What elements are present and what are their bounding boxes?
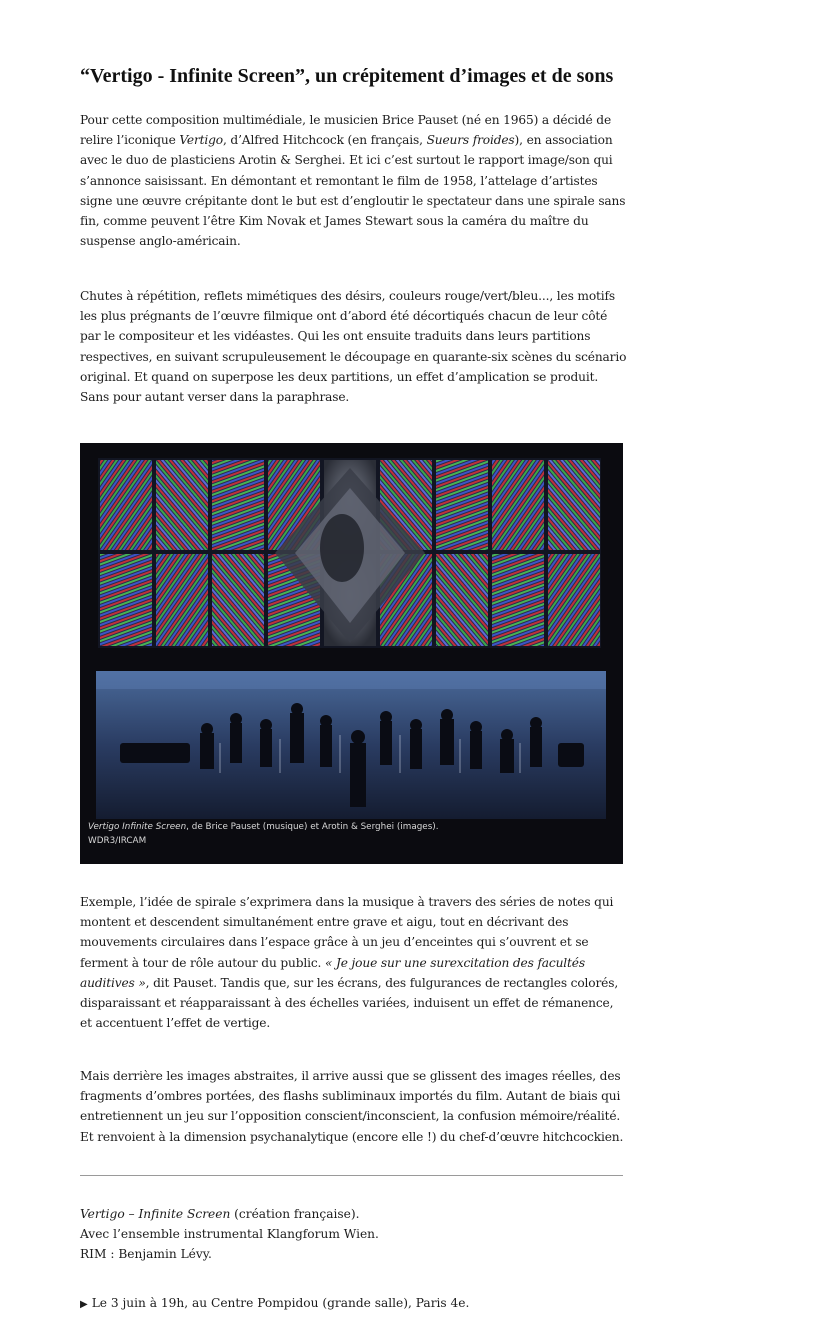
credits-work-title: Vertigo – Infinite Screen bbox=[80, 1207, 231, 1221]
p3-text-a: Exemple, l’idée de spirale s’exprimera dans la musique à travers des séries de notes qui montent et descendent simultanément entre grave et aigu, tout en décrivant des mouvements circulaires dans l’espace grâce à un jeu d’enceintes qui s’ouvrent et se ferment à tour de rôle autour du public. bbox=[80, 895, 614, 970]
credits-work-note: (création française). bbox=[230, 1207, 360, 1221]
p3-quote: « Je joue sur une surexcitation des facultés auditives » bbox=[80, 955, 585, 990]
paragraph-spiral bbox=[80, 892, 628, 1033]
p1-film-title: Vertigo bbox=[179, 133, 223, 148]
section-divider bbox=[80, 1175, 623, 1176]
video-screen-grid bbox=[98, 458, 601, 648]
caption-text: , de Brice Pauset (musique) et Arotin & Serghei (images). bbox=[186, 822, 439, 832]
play-triangle-icon: ▶ bbox=[80, 1299, 88, 1310]
event-info bbox=[80, 1293, 628, 1315]
paragraph-intro bbox=[80, 110, 628, 251]
paragraph-images: Mais derrière les images abstraites, il arrive aussi que se glissent des images réelles, des fragments d’ombres portées, des flashs subliminaux importés du film. Autant de biais qui entretiennent un jeu sur l’opposition conscient/inconscient, la confusion mémoire/réalité. Et renvoient à la dimension psychanalytique (encore elle !) du chef-d’œuvre hitchcockien. bbox=[80, 1069, 624, 1144]
photo-credit: WDR3/IRCAM bbox=[88, 836, 147, 846]
p1-text-a: Pour cette composition multimédiale, le musicien Brice Pauset (né en 1965) a décidé de relire l’iconique bbox=[80, 113, 612, 148]
p1-text-c: , d’Alfred Hitchcock (en français, bbox=[222, 133, 427, 148]
p3-text-b: , dit Pauset. Tandis que, sur les écrans, des fulgurances de rectangles colorés, disparaissant et réapparaissant à des échelles variées, induisent un effet de rémanence, et accentuent l’effet de vertige. bbox=[80, 975, 619, 1031]
paragraph-motifs: Chutes à répétition, reflets mimétiques des désirs, couleurs rouge/vert/bleu..., les motifs les plus prégnants de l’œuvre filmique ont d’abord été décortiqués chacun de leur côté par le compositeur et les vidéastes. Qui les ont ensuite traduits dans leurs partitions respectives, en suivant scrupuleusement le découpage en quarante-six scènes du scénario original. Et quand on superpose les deux partitions, un effet d’amplication se produit. Sans pour autant verser dans la paraphrase. bbox=[80, 289, 627, 405]
orchestra-stage bbox=[96, 671, 606, 819]
credits-ensemble: Avec l’ensemble instrumental Klangforum Wien. bbox=[80, 1227, 379, 1241]
credits-rim: RIM : Benjamin Lévy. bbox=[80, 1247, 212, 1261]
event-info-text: Le 3 juin à 19h, au Centre Pompidou (grande salle), Paris 4e. bbox=[91, 1296, 470, 1310]
p1-text-e: ), en association avec le duo de plasticiens Arotin & Serghei. Et ici c’est surtout le rapport image/son qui s’annonce saisissant. En démontant et remontant le film de 1958, l’attelage d’artistes signe une œuvre crépitante dont le but est d’engloutir le spectateur dans une spirale sans fin, comme peuvent l’être Kim Novak et James Stewart sous la caméra du maître du suspense anglo-américain. bbox=[80, 133, 626, 249]
p1-french-title: Sueurs froides bbox=[426, 133, 515, 148]
caption-title: Vertigo Infinite Screen bbox=[88, 822, 187, 832]
article-photo bbox=[80, 443, 623, 864]
photo-caption bbox=[88, 820, 608, 848]
credits-block bbox=[80, 1204, 628, 1264]
photo-illustration bbox=[80, 443, 623, 864]
article-title: “Vertigo - Infinite Screen”, un crépitement d’images et de sons bbox=[80, 65, 614, 87]
credits-work bbox=[80, 1204, 628, 1224]
